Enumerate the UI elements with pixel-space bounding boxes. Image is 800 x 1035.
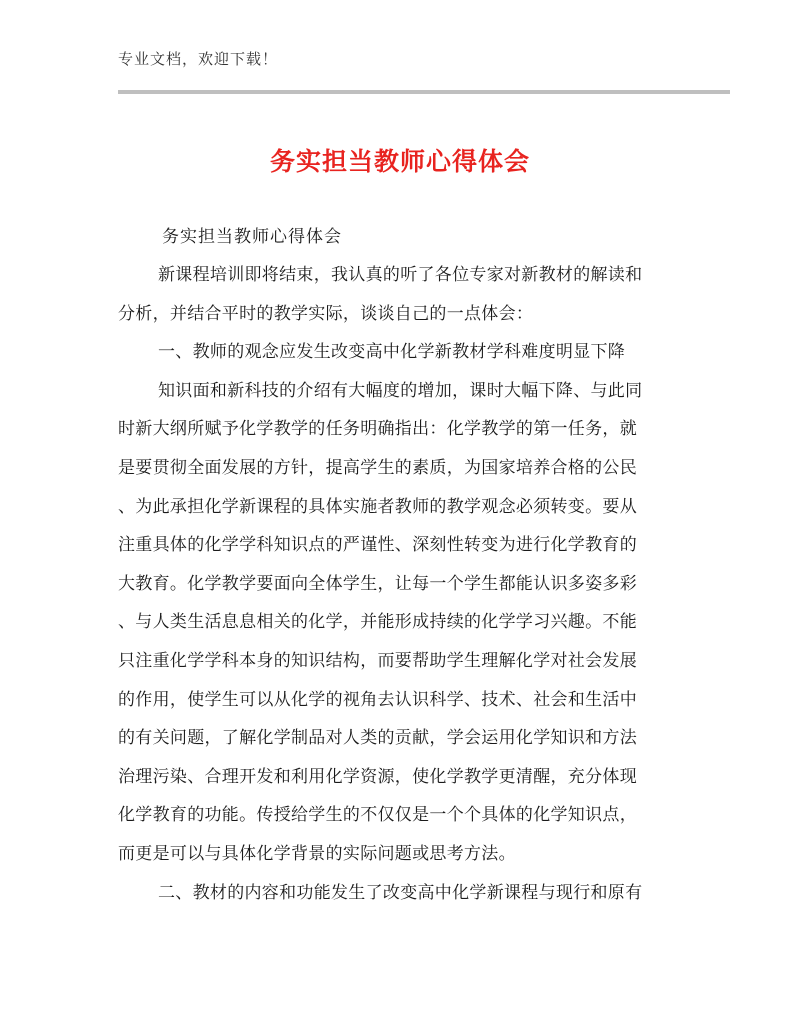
body-line: 的作用，使学生可以从化学的视角去认识科学、技术、社会和生活中 (118, 689, 637, 710)
body-line: 时新大纲所赋予化学教学的任务明确指出：化学教学的第一任务，就 (118, 419, 637, 440)
body-line: 新课程培训即将结束，我认真的听了各位专家对新教材的解读和 (158, 265, 643, 285)
body-line: 只注重化学学科本身的知识结构，而要帮助学生理解化学对社会发展 (118, 650, 637, 671)
body-line: 而更是可以与具体化学背景的实际问题或思考方法。 (118, 843, 516, 864)
section-heading: 二、教材的内容和功能发生了改变高中化学新课程与现行和原有 (158, 882, 643, 903)
document-subtitle: 务实担当教师心得体会 (162, 227, 342, 247)
body-line: 化学教育的功能。传授给学生的不仅仅是一个个具体的化学知识点， (118, 805, 637, 826)
body-line: 的有关问题，了解化学制品对人类的贡献，学会运用化学知识和方法 (118, 728, 637, 749)
section-heading: 一、教师的观念应发生改变高中化学新教材学科难度明显下降 (158, 342, 626, 363)
header-note: 专业文档，欢迎下载！ (118, 50, 279, 68)
header-divider (118, 90, 730, 94)
body-line: 分析，并结合平时的教学实际，谈谈自己的一点体会： (118, 303, 534, 324)
body-line: 治理污染、合理开发和利用化学资源，使化学教学更清醒，充分体现 (118, 766, 637, 787)
body-line: 大教育。化学教学要面向全体学生，让每一个学生都能认识多姿多彩 (118, 573, 637, 594)
body-line: 、与人类生活息息相关的化学，并能形成持续的化学学习兴趣。不能 (118, 612, 637, 633)
body-line: 是要贯彻全面发展的方针，提高学生的素质，为国家培养合格的公民 (118, 457, 637, 478)
body-line: 、为此承担化学新课程的具体实施者教师的教学观念必须转变。要从 (118, 496, 637, 517)
body-line: 知识面和新科技的介绍有大幅度的增加，课时大幅下降、与此同 (158, 380, 643, 401)
document-body (118, 256, 678, 912)
document-title: 务实担当教师心得体会 (269, 147, 530, 176)
body-line: 注重具体的化学学科知识点的严谨性、深刻性转变为进行化学教育的 (118, 535, 637, 556)
